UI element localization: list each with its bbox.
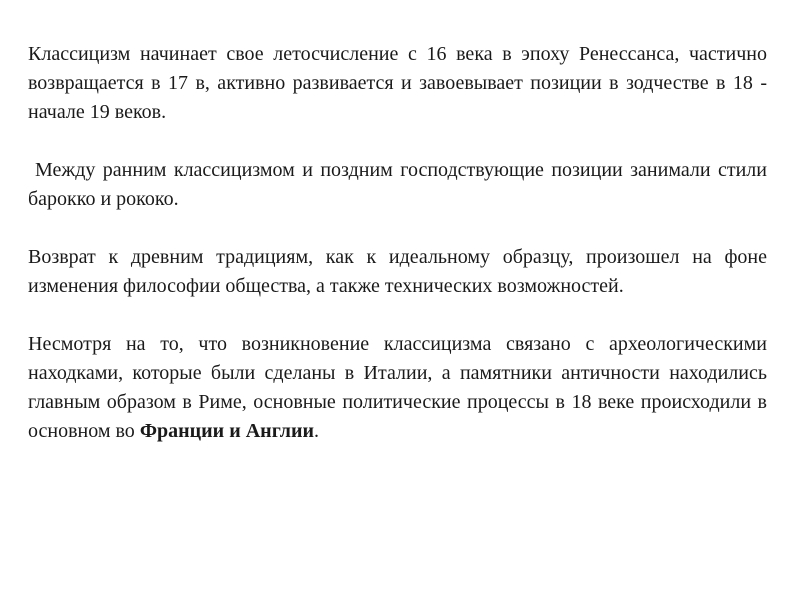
paragraph-4: [28, 330, 767, 446]
paragraph-4-text: Несмотря на то, что возникновение классицизма связано с археологическими находками, которые были сделаны в Италии, а памятники античности находились главным образом в Риме, основные политические процессы в 18 веке происходили в основном во: [28, 333, 767, 442]
paragraph-4-bold-countries: Франции и Англии: [139, 420, 315, 442]
paragraph-3: Возврат к древним традициям, как к идеальному образцу, произошел на фоне изменения философии общества, а также технических возможностей.: [28, 246, 767, 297]
slide-text-block: [28, 40, 767, 475]
paragraph-2: Между ранним классицизмом и поздним господствующие позиции занимали стили барокко и рококо.: [28, 159, 767, 210]
paragraph-1: Классицизм начинает свое летосчисление с 16 века в эпоху Ренессанса, частично возвращается в 17 в, активно развивается и завоевывает позиции в зодчестве в 18 - начале 19 веков.: [28, 43, 767, 123]
paragraph-4-end: .: [314, 420, 320, 442]
